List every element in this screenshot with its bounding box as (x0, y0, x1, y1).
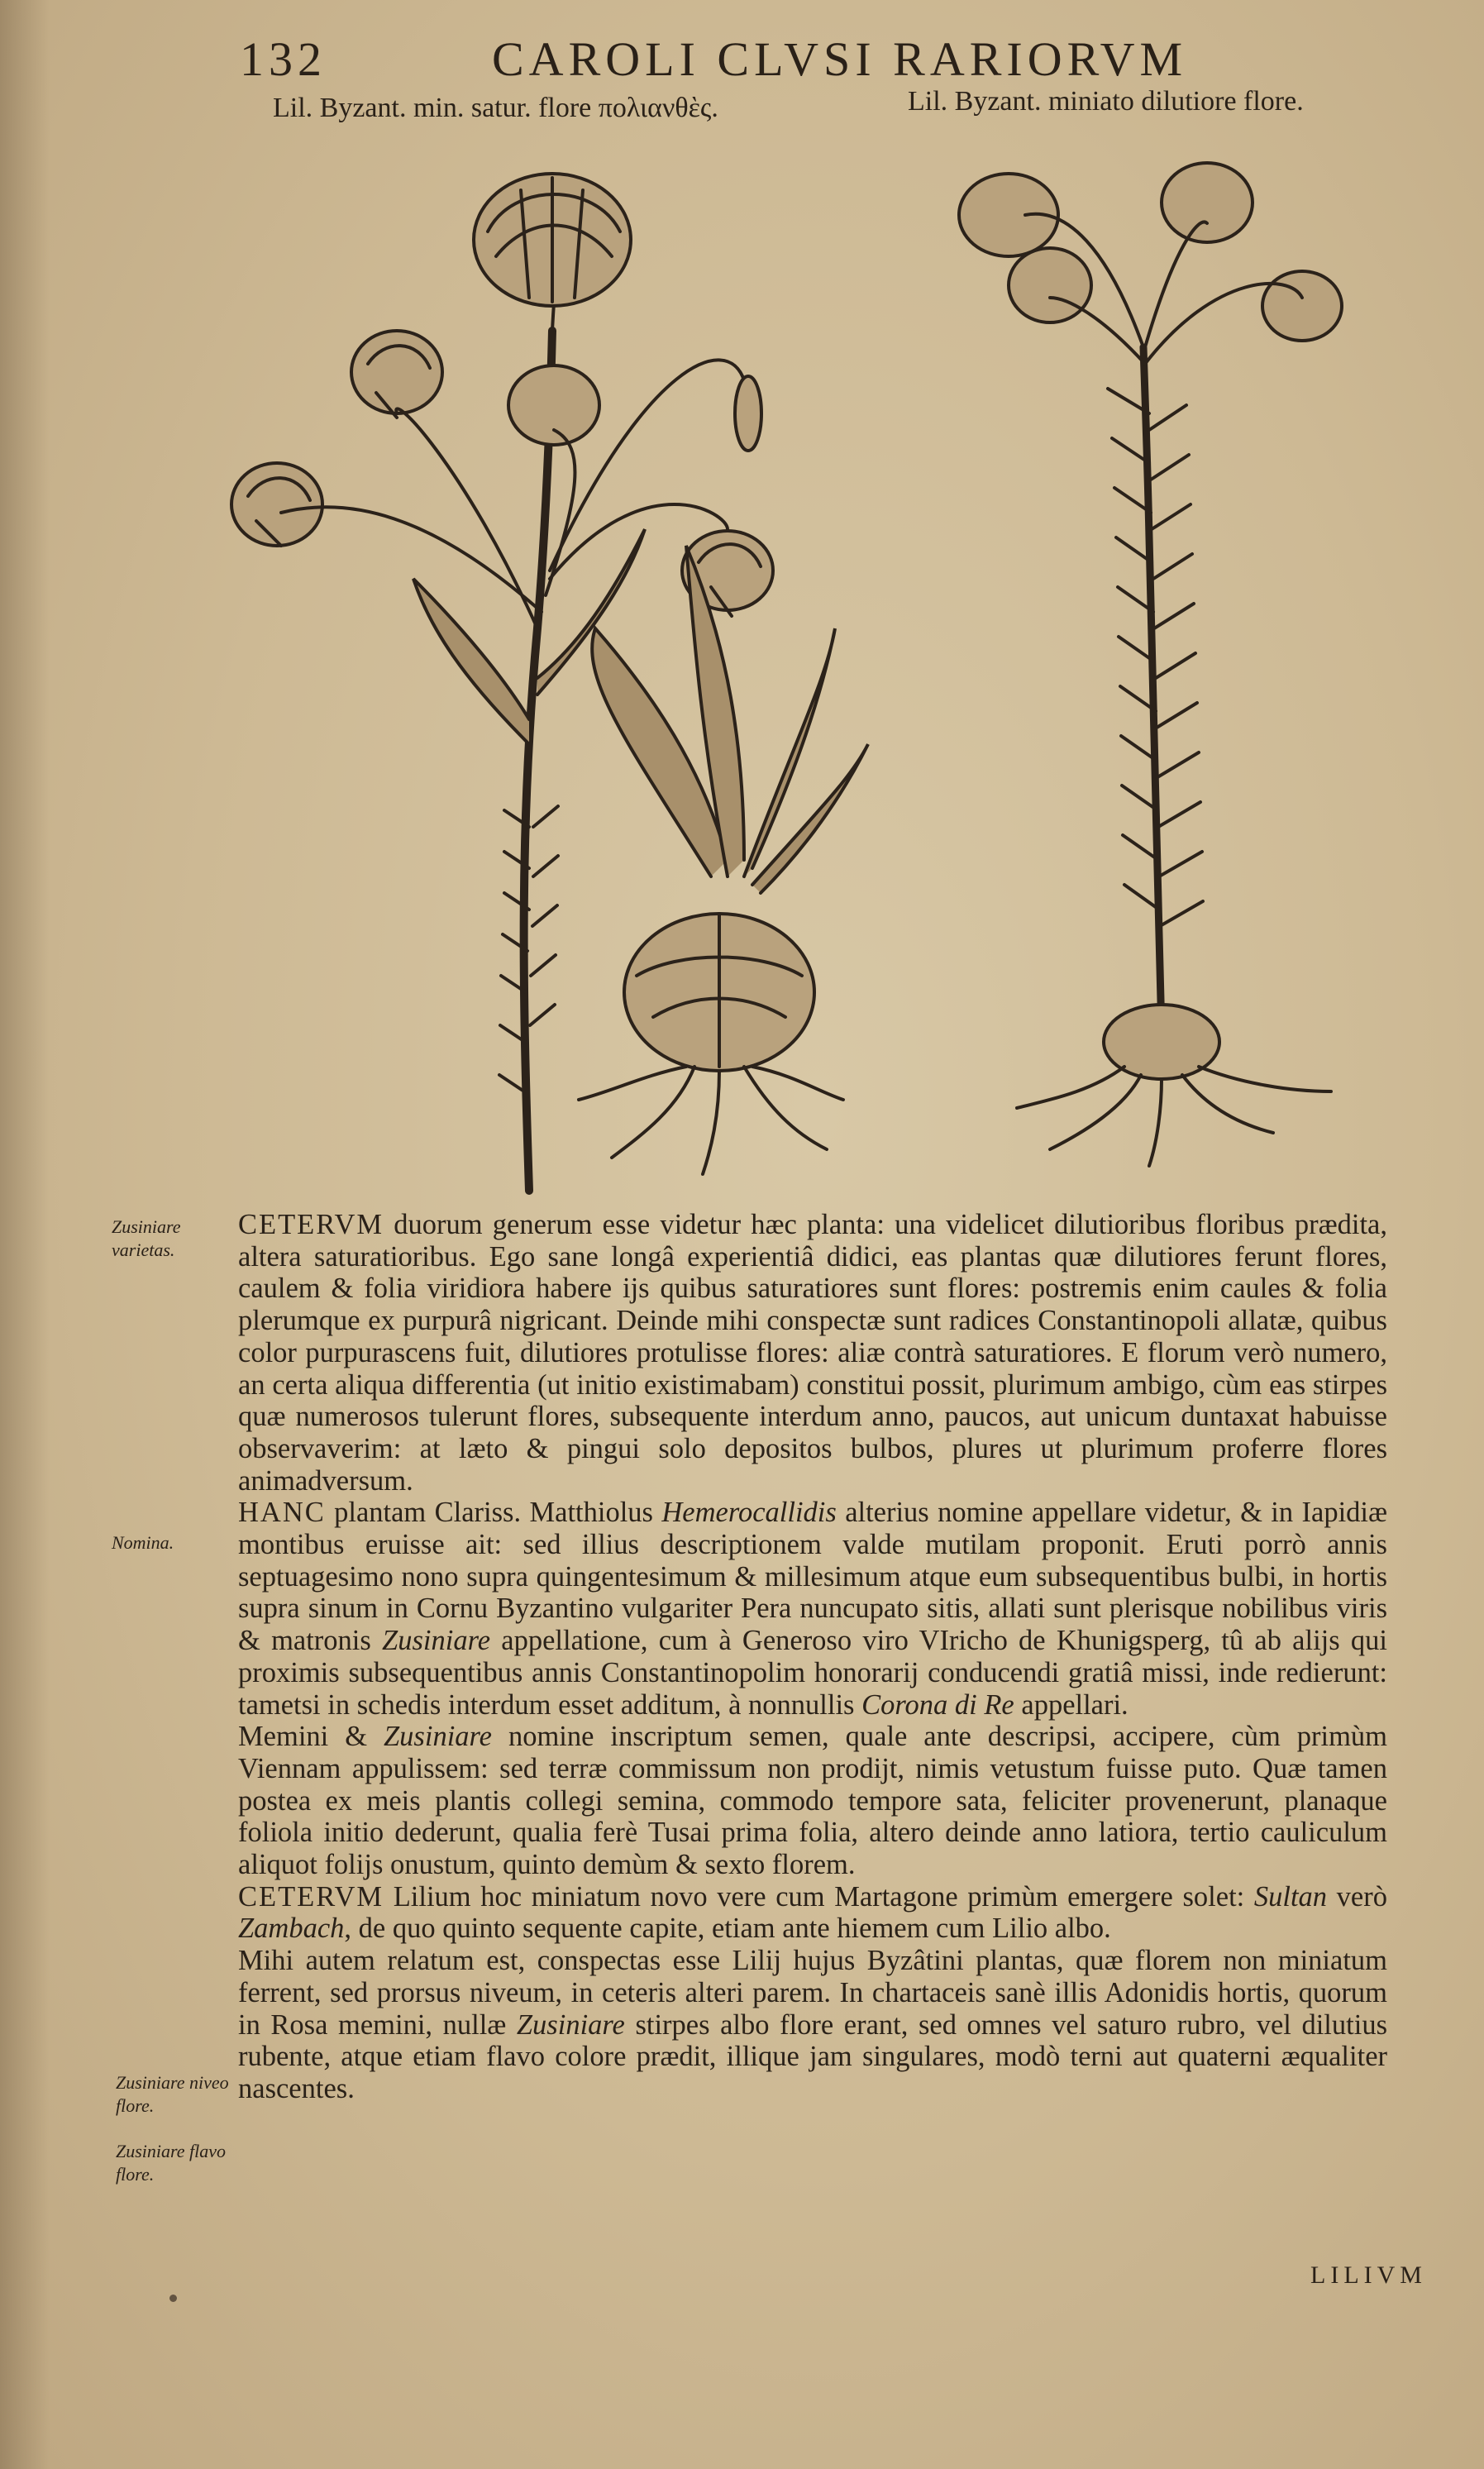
paragraph-4: CETERVM Lilium hoc miniatum novo vere cum Martagone primùm emergere solet: Sultan verò Zambach, de quo quinto sequente capite, etiam ante hiemem cum Lilio albo. (238, 1880, 1387, 1945)
margin-note-nomina: Nomina. (112, 1532, 174, 1553)
caption-left-plant: Lil. Byzant. min. satur. flore πολιανθὲς. (273, 93, 718, 123)
right-lily-woodcut (959, 163, 1342, 1166)
paragraph-2: HANC plantam Clariss. Matthiolus Hemerocallidis alterius nomine appellare videtur, & in Iapidiæ montibus eruisse ait: sed illius descriptionem valde mutilam proponit. Eruti porrò annis septuagesimo nono supra quingentesimum & millesimum atque eum subsequentibus bulbi, in hortis supra sinum in Cornu Byzantino vulgariter Pera nuncupato sitis, allati sunt plerisque nobilibus viris & matronis Zusiniare appellatione, cum à Generoso viro VIricho de Khunigsperg, tû ab alijs qui proximis subsequentibus annis Constantinopolim honorarij conducendi gratiâ missi, inde redierunt: tametsi in schedis interdum esset additum, à nonnullis Corona di Re appellari. (238, 1497, 1387, 1721)
paragraph-1: CETERVM duorum generum esse videtur hæc planta: una videlicet dilutioribus floribus prædita, altera saturatioribus. Ego sane longâ experientiâ didici, eas plantas quæ dilutiores ferunt flores, caulem & folia viridiora habere ijs quibus saturatiores sunt flores: postremis enim caules & folia plerumque ex purpurâ nigricant. Deinde mihi conspectæ sunt radices Constantinopoli allatæ, quibus color purpurascens fuit, dilutiores protulisse flores: aliæ contrà saturatiores. E florum verò numero, an certa aliqua differentia (ut initio existimabam) constitui possit, plurimum ambigo, cùm eas stirpes quæ numerosos tulerunt flores, subsequente interdum anno, paucos, aut unicum duntaxat habuisse observaverim: at læto & pingui solo depositos bulbos, plures ut plurimum proferre flores animadversum. (238, 1209, 1387, 1497)
running-title: CAROLI CLVSI RARIORVM (492, 32, 1188, 86)
catchword: LILIVM (1310, 2261, 1427, 2289)
body-text (238, 1209, 1387, 2105)
margin-note-flavo: Zusiniare flavo flore. (116, 2141, 227, 2185)
caption-right-plant: Lil. Byzant. miniato dilutiore flore. (908, 86, 1304, 117)
paragraph-3: Memini & Zusiniare nomine inscriptum semen, quale ante descripsi, accipere, cùm primùm Viennam appulissem: sed terræ commissum non prodijt, nimis vetustum fuisse puto. Quæ tamen postea ex meis plantis collegi semina, commodo tempore sata, feliciter provenerunt, planaque foliola initio dederunt, qualia ferè Tusai prima folia, altero deinde anno latiora, tertio cauliculum aliquot folijs onustum, quinto demùm & sexto florem. (238, 1721, 1387, 1881)
woodcut-illustrations (0, 0, 1484, 1207)
margin-note-niveo: Zusiniare niveo flore. (116, 2072, 229, 2116)
ink-speck (169, 2295, 177, 2302)
margin-note-varietas: Zusiniare varietas. (112, 1216, 181, 1260)
left-bulb-woodcut (579, 546, 868, 1174)
page-number: 132 (240, 32, 327, 86)
paragraph-5: Mihi autem relatum est, conspectas esse Lilij hujus Byzâtini plantas, quæ florem non miniatum ferrent, sed prorsus niveum, in ceteris alteri parem. In chartaceis sanè illis Adonidis hortis, quorum in Rosa memini, nullæ Zusiniare stirpes albo flore erant, sed omnes vel saturo rubro, vel dilutius rubente, atque etiam flavo colore prædit, illique jam singulares, modò terni aut quaterni æqualiter nascentes. (238, 1945, 1387, 2104)
